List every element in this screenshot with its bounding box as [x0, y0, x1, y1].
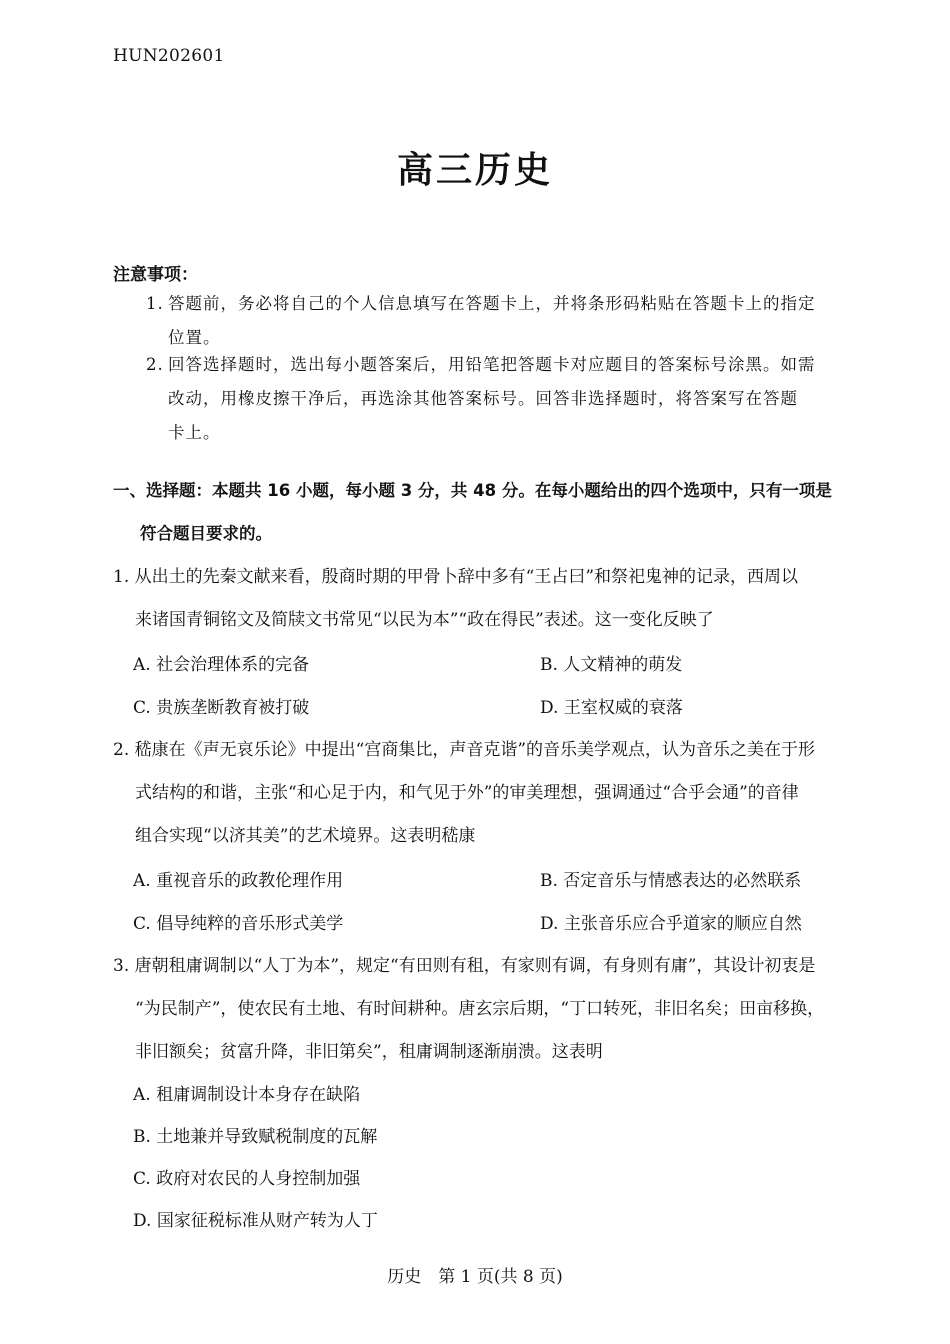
note-text: 回答选择题时，选出每小题答案后，用铅笔把答题卡对应题目的答案标号涂黑。如需	[168, 355, 816, 374]
note-text: 改动，用橡皮擦干净后，再选涂其他答案标号。回答非选择题时，将答案写在答题	[168, 389, 798, 408]
option-d: D. 王室权威的衰落	[540, 698, 683, 718]
option-b: B. 土地兼并导致赋税制度的瓦解	[133, 1127, 378, 1147]
exam-code: HUN202601	[113, 46, 225, 66]
question-text: 2. 嵇康在《声无哀乐论》中提出“宫商集比，声音克谐”的音乐美学观点，认为音乐之美在于形	[113, 740, 816, 760]
note-item-1	[146, 287, 906, 355]
note-number: 2.	[146, 355, 164, 374]
question-1	[113, 556, 913, 642]
option-d: D. 国家征税标准从财产转为人丁	[133, 1211, 378, 1231]
note-item-2	[146, 348, 906, 450]
question-text: 3. 唐朝租庸调制以“人丁为本”，规定“有田则有租，有家则有调，有身则有庸”，其设计初衷是	[113, 956, 816, 976]
question-3	[113, 945, 913, 1074]
notes-heading: 注意事项：	[113, 265, 198, 285]
page-footer: 历史 第 1 页(共 8 页)	[387, 1267, 563, 1287]
question-text: 非旧额矣；贫富升降，非旧第矣”，租庸调制逐渐崩溃。这表明	[135, 1042, 603, 1062]
option-c: C. 倡导纯粹的音乐形式美学	[133, 914, 344, 934]
option-d: D. 主张音乐应合乎道家的顺应自然	[540, 914, 802, 934]
option-a: A. 重视音乐的政教伦理作用	[133, 871, 344, 891]
question-2	[113, 729, 913, 858]
option-b: B. 人文精神的萌发	[540, 655, 683, 675]
question-text: 式结构的和谐，主张“和心足于内，和气见于外”的审美理想，强调通过“合乎会通”的音律	[135, 783, 799, 803]
note-text: 位置。	[168, 328, 221, 347]
option-a: A. 社会治理体系的完备	[133, 655, 310, 675]
page-title: 高三历史	[396, 150, 553, 191]
section-text: 符合题目要求的。	[140, 524, 272, 543]
question-text: 来诸国青铜铭文及简牍文书常见“以民为本”“政在得民”表述。这一变化反映了	[135, 610, 714, 630]
question-text: 组合实现“以济其美”的艺术境界。这表明嵇康	[135, 826, 476, 846]
question-text: 1. 从出土的先秦文献来看，殷商时期的甲骨卜辞中多有“王占曰”和祭祀鬼神的记录，西周以	[113, 567, 799, 587]
note-text: 卡上。	[168, 423, 221, 442]
section-text: 一、选择题：本题共 16 小题，每小题 3 分，共 48 分。在每小题给出的四个选项中，只有一项是	[113, 481, 832, 500]
section-heading	[113, 469, 908, 555]
option-a: A. 租庸调制设计本身存在缺陷	[133, 1085, 361, 1105]
note-number: 1.	[146, 294, 164, 313]
option-c: C. 政府对农民的人身控制加强	[133, 1169, 361, 1189]
option-b: B. 否定音乐与情感表达的必然联系	[540, 871, 802, 891]
note-text: 答题前，务必将自己的个人信息填写在答题卡上，并将条形码粘贴在答题卡上的指定	[168, 294, 816, 313]
question-text: “为民制产”，使农民有土地、有时间耕种。唐玄宗后期，“丁口转死，非旧名矣；田亩移换，	[135, 999, 825, 1019]
option-c: C. 贵族垄断教育被打破	[133, 698, 310, 718]
